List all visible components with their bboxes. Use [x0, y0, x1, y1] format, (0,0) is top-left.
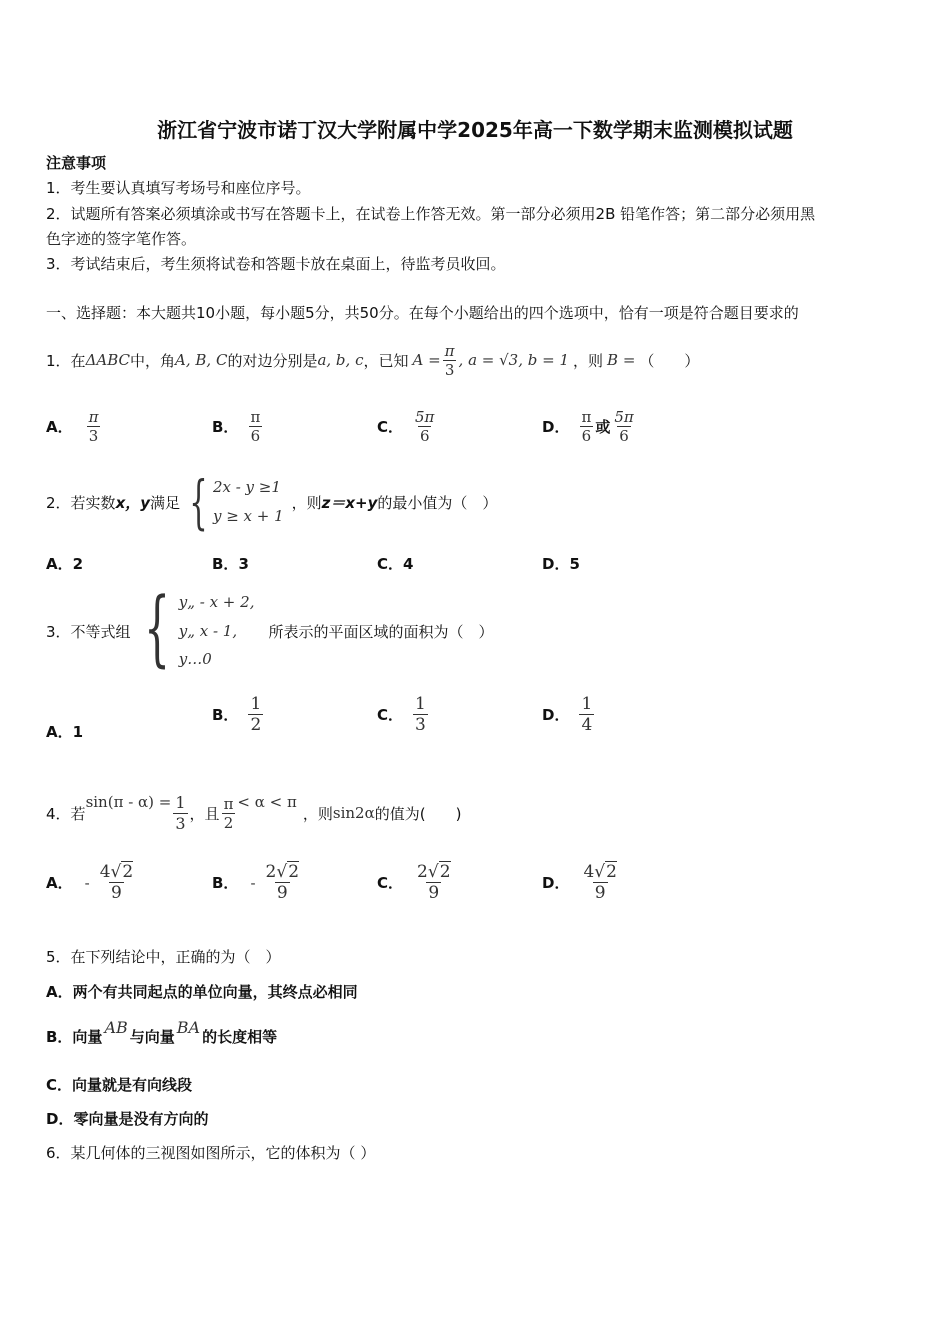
fraction-denominator: 9	[594, 883, 606, 904]
option-label: D．	[542, 418, 570, 436]
question-text: 满足	[150, 493, 181, 512]
option-d[interactable]	[542, 862, 621, 904]
system-row: y ≥ x + 1	[212, 507, 284, 526]
fraction-denominator: 9	[276, 883, 288, 904]
notice-item: 3．考试结束后，考生须将试卷和答题卡放在桌面上，待监考员收回。	[46, 255, 506, 273]
fraction-coefficient: 4	[99, 862, 111, 882]
option-sign: -	[250, 873, 256, 892]
math-fraction	[413, 408, 436, 445]
question-number: 4．	[46, 804, 71, 823]
section-heading: 一、选择题：本大题共10小题，每小题5分，共50分。在每个小题给出的四个选项中，恰有一项是符合题目要求的	[46, 304, 799, 322]
option-label: B．	[212, 706, 239, 725]
question-text: ，已知	[363, 351, 409, 370]
fraction-numerator: 5π	[415, 408, 435, 426]
math-fraction	[612, 408, 635, 445]
fraction-numerator: π	[250, 408, 261, 426]
question-text: ，则	[302, 804, 333, 823]
fraction-numerator: 1	[415, 694, 426, 714]
radicand: 2	[606, 862, 617, 882]
math-objective: z＝x+y	[321, 493, 378, 512]
option-label: D．	[542, 874, 570, 893]
fraction-denominator: 3	[88, 427, 99, 445]
question-text: ，且	[189, 804, 220, 823]
question-text: 所表示的平面区域的面积为（ ）	[268, 622, 494, 641]
notice-item: 色字迹的签字笔作答。	[46, 230, 197, 248]
fraction-numerator: π	[88, 408, 99, 426]
fraction-denominator: 6	[419, 427, 430, 445]
fraction-numerator: π	[223, 794, 234, 813]
vector-ba: BA	[176, 1017, 201, 1037]
option-d[interactable]	[542, 553, 580, 574]
option-d[interactable]	[542, 408, 638, 445]
left-brace: {	[143, 581, 170, 677]
system-row: y…0	[178, 650, 212, 669]
question-1	[46, 332, 699, 388]
vector-ab: AB	[104, 1017, 128, 1037]
option-text: 与向量	[129, 1027, 175, 1046]
option-value: 2	[72, 555, 84, 573]
fraction-denominator: 3	[175, 813, 186, 833]
fraction-numerator: π	[581, 408, 592, 426]
option-b[interactable]	[212, 694, 265, 736]
option-label: D．	[542, 555, 570, 573]
math-fraction: $\frac{2√2}{9}$	[265, 862, 300, 904]
math-fraction: $\frac{2√2}{9}$	[417, 862, 451, 904]
math-fraction	[413, 694, 428, 736]
option-c[interactable]	[377, 408, 438, 445]
option-label: C．	[377, 418, 404, 436]
fraction-denominator: 6	[581, 427, 592, 445]
question-text: ，则	[573, 351, 604, 370]
notice-item: 2．试题所有答案必须填涂或书写在答题卡上，在试卷上作答无效。第一部分必须用2B 铅笔作答；第二部分必须用黑	[46, 205, 816, 223]
question-3	[46, 581, 494, 677]
fraction-numerator: 5π	[614, 408, 634, 426]
question-text: 不等式组	[70, 622, 131, 641]
option-a[interactable]	[46, 553, 83, 574]
math-triangle: ΔABC	[85, 351, 131, 369]
fraction-numerator: 1	[581, 694, 593, 714]
inequality-system	[180, 468, 284, 536]
question-text: ，则	[291, 493, 322, 512]
math-fraction	[87, 408, 101, 445]
math-vars: x，y	[115, 493, 151, 512]
math-fraction	[248, 694, 263, 736]
option-label: B．	[212, 555, 239, 573]
fraction-denominator: 2	[250, 715, 262, 736]
fraction-denominator: 9	[111, 883, 122, 904]
option-a[interactable]	[46, 721, 83, 742]
math-fraction	[173, 793, 187, 832]
option-label: A．	[46, 418, 73, 436]
left-brace: {	[189, 468, 208, 536]
radicand: 2	[122, 862, 134, 882]
fraction-denominator: 3	[444, 360, 455, 379]
option-label: A．	[46, 874, 73, 893]
option-b[interactable]	[46, 1016, 277, 1056]
fraction-coefficient: 4	[583, 862, 595, 882]
fraction-denominator: 3	[415, 715, 426, 736]
option-label: C．	[377, 706, 404, 725]
question-text: 的最小值为（ ）	[377, 493, 498, 512]
math-fraction: $\frac{4√2}{9}$	[99, 862, 134, 904]
option-b[interactable]	[212, 408, 264, 445]
math-fraction	[222, 795, 236, 832]
fraction-denominator: 6	[250, 427, 261, 445]
math-condition: A =	[412, 351, 441, 369]
question-5-stem: 5．在下列结论中，正确的为（ ）	[46, 948, 281, 966]
option-c[interactable]	[377, 553, 413, 574]
system-row: y„ - x + 2,	[178, 593, 255, 612]
option-a[interactable]: A．两个有共同起点的单位向量，其终点必相同	[46, 983, 358, 1001]
option-value: 5	[569, 555, 580, 573]
fraction-denominator: 6	[619, 427, 629, 445]
option-label: A．	[46, 555, 73, 573]
question-number: 1．	[46, 351, 71, 370]
math-fraction	[579, 694, 594, 736]
fraction-denominator: 9	[428, 883, 440, 904]
option-text: B．向量	[46, 1027, 103, 1046]
page-title: 浙江省宁波市诺丁汉大学附属中学2025年高一下数学期末监测模拟试题	[157, 118, 793, 142]
option-a[interactable]	[46, 862, 137, 904]
option-c[interactable]	[377, 862, 455, 904]
math-angles: A, B, C	[175, 351, 228, 369]
math-fraction	[579, 408, 593, 445]
option-label: A．	[46, 723, 73, 741]
system-row: 2x - y ≥1	[212, 478, 281, 497]
math-fraction	[443, 342, 457, 379]
question-number: 3．	[46, 622, 71, 641]
math-fraction: $\frac{4√2}{9}$	[583, 862, 617, 904]
question-4	[46, 780, 461, 846]
inequality-system	[131, 581, 255, 677]
option-sign: -	[84, 873, 90, 892]
option-label: B．	[212, 874, 239, 893]
option-value: 3	[238, 555, 249, 573]
question-text: 的对边分别是	[227, 351, 318, 370]
answer-paren: （ ）	[639, 351, 700, 370]
fraction-numerator: π	[444, 341, 455, 360]
math-condition: , a = √3, b = 1	[458, 351, 570, 369]
option-value: 1	[72, 723, 84, 741]
question-text: 若实数	[70, 493, 116, 512]
option-d[interactable]	[542, 694, 596, 736]
option-b[interactable]	[212, 553, 249, 574]
radicand: 2	[288, 862, 300, 882]
option-c[interactable]: C．向量就是有向线段	[46, 1076, 193, 1094]
question-text: 中，角	[130, 351, 176, 370]
math-range: < α < π	[237, 793, 297, 811]
option-c[interactable]	[377, 694, 430, 736]
fraction-coefficient: 2	[417, 862, 428, 882]
fraction-denominator: 4	[581, 715, 593, 736]
notice-item: 1．考生要认真填写考场号和座位序号。	[46, 179, 311, 197]
math-expression: sin(π - α) =	[85, 793, 172, 811]
math-target: sin2α	[332, 804, 375, 822]
fraction-denominator: 2	[223, 813, 234, 832]
math-fraction	[248, 408, 262, 445]
math-sides: a, b, c	[317, 351, 364, 369]
question-2	[46, 466, 497, 538]
option-d[interactable]: D．零向量是没有方向的	[46, 1110, 209, 1128]
math-ask: B =	[607, 351, 636, 369]
option-text: 的长度相等	[202, 1027, 278, 1046]
question-6-stem: 6．某几何体的三视图如图所示，它的体积为（ ）	[46, 1144, 376, 1162]
option-label: D．	[542, 706, 570, 725]
option-value: 4	[403, 555, 414, 573]
option-label: C．	[377, 555, 404, 573]
option-label: C．	[377, 874, 404, 893]
question-number: 2．	[46, 493, 71, 512]
option-label: B．	[212, 418, 239, 436]
fraction-numerator: 1	[175, 793, 186, 813]
radicand: 2	[439, 862, 451, 882]
fraction-coefficient: 2	[265, 862, 277, 882]
question-text: 的值为( )	[374, 804, 462, 823]
option-b[interactable]	[212, 862, 303, 904]
option-or-text: 或	[595, 418, 611, 436]
fraction-numerator: 1	[250, 694, 262, 714]
question-text: 若	[70, 804, 86, 823]
option-a[interactable]	[46, 408, 102, 445]
notice-heading: 注意事项	[46, 154, 107, 172]
question-text: 在	[70, 351, 86, 370]
system-row: y„ x - 1,	[178, 621, 238, 640]
